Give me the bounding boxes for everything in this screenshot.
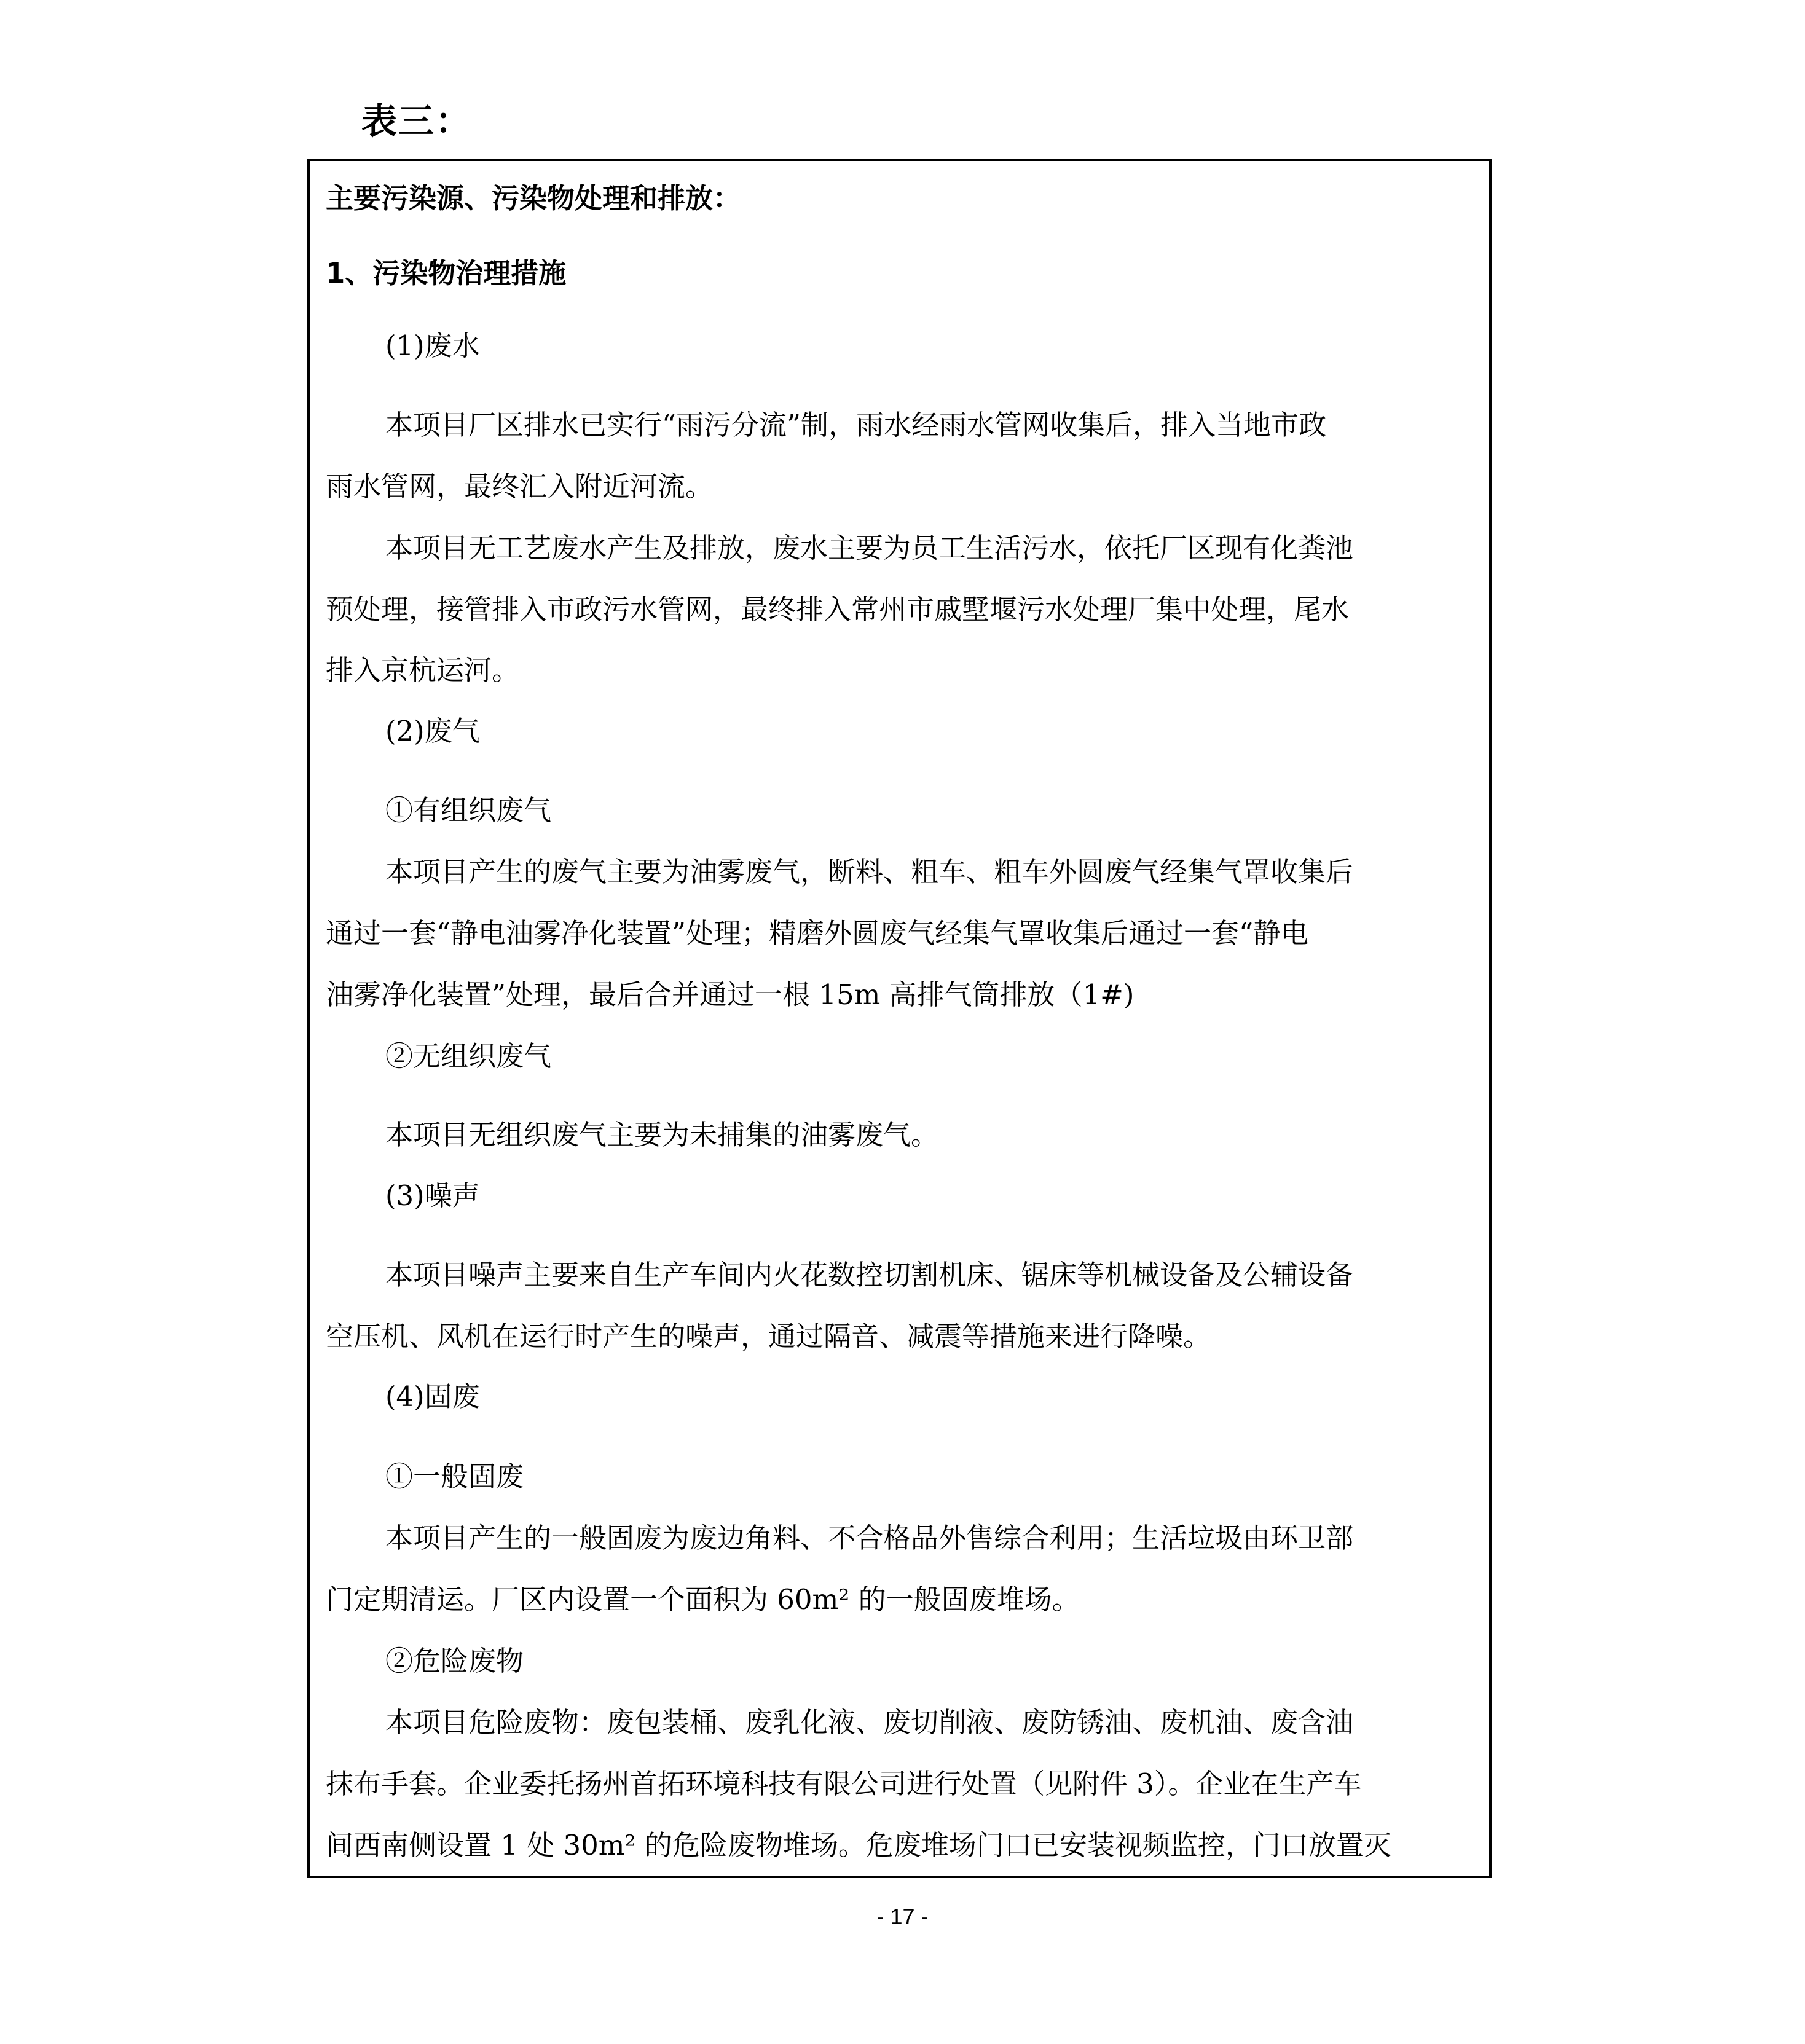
noise-line1: 本项目噪声主要来自生产车间内火花数控切割机床、锯床等机械设备及公辅设备 [385,1259,1354,1291]
unorganized-exhaust-heading: ②无组织废气 [385,1040,552,1072]
organized-exhaust-heading: ①有组织废气 [385,794,552,827]
noise-line2: 空压机、风机在运行时产生的噪声，通过隔音、减震等措施来进行降噪。 [326,1320,1211,1353]
hazardous-waste-line2: 抹布手套。企业委托扬州首拓环境科技有限公司进行处置（见附件 3）。企业在生产车 [326,1767,1362,1800]
general-solid-waste-line1: 本项目产生的一般固废为废边角料、不合格品外售综合利用；生活垃圾由环卫部 [385,1522,1354,1554]
wastewater-heading: (1)废水 [385,329,480,362]
wastewater-para1-line1: 本项目厂区排水已实行“雨污分流”制，雨水经雨水管网收集后，排入当地市政 [385,409,1327,441]
hazardous-waste-line3: 间西南侧设置 1 处 30m² 的危险废物堆场。危废堆场门口已安装视频监控，门口放置灭 [326,1829,1391,1861]
hazardous-waste-line1: 本项目危险废物：废包装桶、废乳化液、废切削液、废防锈油、废机油、废含油 [385,1706,1354,1739]
subsection-title: 1、污染物治理措施 [326,257,567,289]
general-solid-waste-line2: 门定期清运。厂区内设置一个面积为 60m² 的一般固废堆场。 [326,1583,1080,1616]
organized-exhaust-line1: 本项目产生的废气主要为油雾废气，断料、粗车、粗车外圆废气经集气罩收集后 [385,855,1354,888]
organized-exhaust-line3: 油雾净化装置”处理，最后合并通过一根 15m 高排气筒排放（1#) [326,978,1135,1011]
organized-exhaust-line2: 通过一套“静电油雾净化装置”处理；精磨外圆废气经集气罩收集后通过一套“静电 [326,917,1309,949]
wastewater-para2-line2: 预处理，接管排入市政污水管网，最终排入常州市戚墅堰污水处理厂集中处理，尾水 [326,593,1350,626]
wastewater-para2-line3: 排入京杭运河。 [326,654,520,686]
general-solid-waste-heading: ①一般固废 [385,1460,524,1493]
solid-waste-heading: (4)固废 [385,1380,480,1413]
hazardous-waste-heading: ②危险废物 [385,1645,524,1677]
page-number: - 17 - [876,1904,929,1929]
exhaust-heading: (2)废气 [385,715,480,747]
content-frame [307,159,1492,1878]
noise-heading: (3)噪声 [385,1179,480,1212]
wastewater-para1-line2: 雨水管网，最终汇入附近河流。 [326,470,714,503]
page-heading: 表三： [361,100,473,142]
section-title: 主要污染源、污染物处理和排放： [326,182,741,214]
wastewater-para2-line1: 本项目无工艺废水产生及排放，废水主要为员工生活污水，依托厂区现有化粪池 [385,532,1354,564]
unorganized-exhaust-line1: 本项目无组织废气主要为未捕集的油雾废气。 [385,1118,939,1151]
